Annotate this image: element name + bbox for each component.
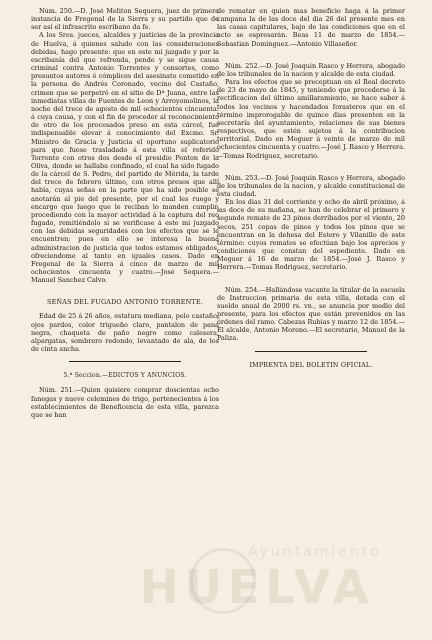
fugitive-description-title: SEÑAS DEL FUGADO ANTONIO TORRENTE. bbox=[47, 298, 203, 307]
notice-252-heading: Núm. 252.—D. José Joaquin Rasco y Herrera, abogado de los tribunales de la nacion y alcalde de esta ciudad. bbox=[217, 61, 405, 78]
watermark-large-text: HUELVA bbox=[140, 560, 375, 614]
fugitive-description-text: Edad de 25 á 26 años, estatura mediana, pelo castaño, ojos pardos, color trigueño claro, pantalon de pana negra, chaqueta de paño negro como calesera, alpargatas, sombrero redondo, levantado de ala, de los de cinta ancha. bbox=[31, 312, 219, 354]
notice-253-body: En los dias 31 del corriente y ocho de abril próximo, á las doce de su mañana, se han de celebrar el primero y segundo remate de 23 pinos derribados por el viento, 20 secos, 251 copas de pinos y todos los pinos que se encuentran en la dehesa del Estero y Vilanillo de este término: cuyos remates se efectúan bajo los aprecios y condiciones que constan del espediente. Dado en Moguer á 16 de marzo de 1854.—José J. Rasco y Herrera.—Tomas Rodriguez, secretario. bbox=[217, 198, 405, 272]
notice-253-heading: Núm. 253.—D. José Joaquin Rasco y Herrera, abogado de los tribunales de la nacion, y alcalde constitucional de esta ciudad. bbox=[217, 173, 405, 198]
section-divider bbox=[69, 361, 182, 362]
section-label: 5.ª Seccion.—EDICTOS Y ANUNCIOS. bbox=[63, 372, 187, 380]
notice-251: Núm. 251.—Quien quisiere comprar doscientas ocho fanegas y nueve celemines de trigo, pertenecientes á los establecimientos de Beneficencia de esta villa, parezca que se han bbox=[31, 386, 219, 419]
notice-252-body: Para los efectos que se preceptuan en el Real decreto de 23 de mayo de 1845, y teniendo que procederse á la rectificacion del último amillaramiento, se hace saber á todos los vecinos y hacendados forasteros que en el término improrogable de quince dias presenten en la secretaría del ayuntamiento, relaciones de sus bienes respectivos, que estén sujetos á la contribucion territorial. Dado en Moguer á veinte de marzo de mil ochocientos cincuenta y cuatro.—José J. Rasco y Herrera.—Tomas Rodriguez, secretario. bbox=[217, 78, 405, 160]
notice-251-continuation: de rematar en quien mas beneficio haga á la primer campana la de las doce del dia 26 del presente mes en las casas capitulares, bajo de las condiciones que en el acto se espresarán. Beas 11 de marzo de 1854.—Sebastian Dominguez.—Antonio Villaseñor. bbox=[217, 7, 405, 48]
printer-imprint: IMPRENTA DEL BOLETIN OFICIAL. bbox=[249, 361, 373, 369]
archive-seal-watermark bbox=[190, 548, 256, 614]
closing-divider bbox=[255, 351, 368, 352]
right-column bbox=[217, 7, 405, 370]
notice-250-body: A los Sres. jueces, alcaldes y justicias de la provincia de Huelva, á quienes saludo con las consideraciones debidas, hago presente: que en este mi juzgado y por la escribanía del que refrenda, pende y se sigue causa criminal contra Antonio Torrentes y consortes, como presuntos autores ó cómplices del asesinato cometido en la persona de Andrés Coronado, vecino del Castaño, crimen que se perpetró en el sitio de Dª Juana, entre las inmediatas villas de Fuentes de Leon y Arroyomolinos, la noche del trece de agosto de mil ochocientos cincuenta: á cuya causa, y con el fin de proceder al reconocimiento de otro de los procesados preso en esta cárcel, fue indispensable elevar á conocimiento del Excmo. Sr. Ministro de Gracia y Justicia el oportuno suplicatorio para que fuese trasladado á esta villa el referido Torrente con otros dos desde el presidio Ponton de la Oliva, donde se hallaba confinado, el cual ha sido fugado de la cárcel de S. Pedro, del partido de Mérida, la tarde del trece de febrero último, con otros presos que allí había, cuyas señas en la parte que ha sido posible se anotarán al pie del presente, por el cual les ruego y encargo que luego que le reciban lo manden cumplir, procediendo con la mayor actividad á la captura del reo fugado, remitiéndolo si se verificase á este mi juzgado con las debidas seguridades con los efectos que se le encuentren; pues en ello se interesa la buena administracion de justicia que todos estamos obligados, ofreciendome al tanto en iguales casos. Dado en Fregenal de la Sierra á cinco de marzo de mil ochocientos cincuenta y cuatro.—José Sequera.— Manuel Sanchez Calvo. bbox=[31, 31, 219, 285]
left-column bbox=[31, 7, 219, 419]
notice-250-heading: Núm. 250.—D. José Meliton Sequera, juez de primera instancia de Fregenal de la Sierra y su partido que de ser así el infrascrito escribano da fe. bbox=[31, 7, 219, 32]
notice-254: Núm. 254.—Hallándose vacante la titular de la escuela de Instruccion primaria de esta villa, dotada con el sueldo anual de 2000 rs. vn., se anuncia por medio del presente, para los efectos que están prevenidos en las órdenes del ramo. Cabezas Rubias y marzo 12 de 1854.—El alcalde, Antonio Moreno.—El secretario, Manuel de la Paliza. bbox=[217, 285, 405, 343]
watermark-small-text: Ayuntamiento bbox=[248, 544, 382, 560]
